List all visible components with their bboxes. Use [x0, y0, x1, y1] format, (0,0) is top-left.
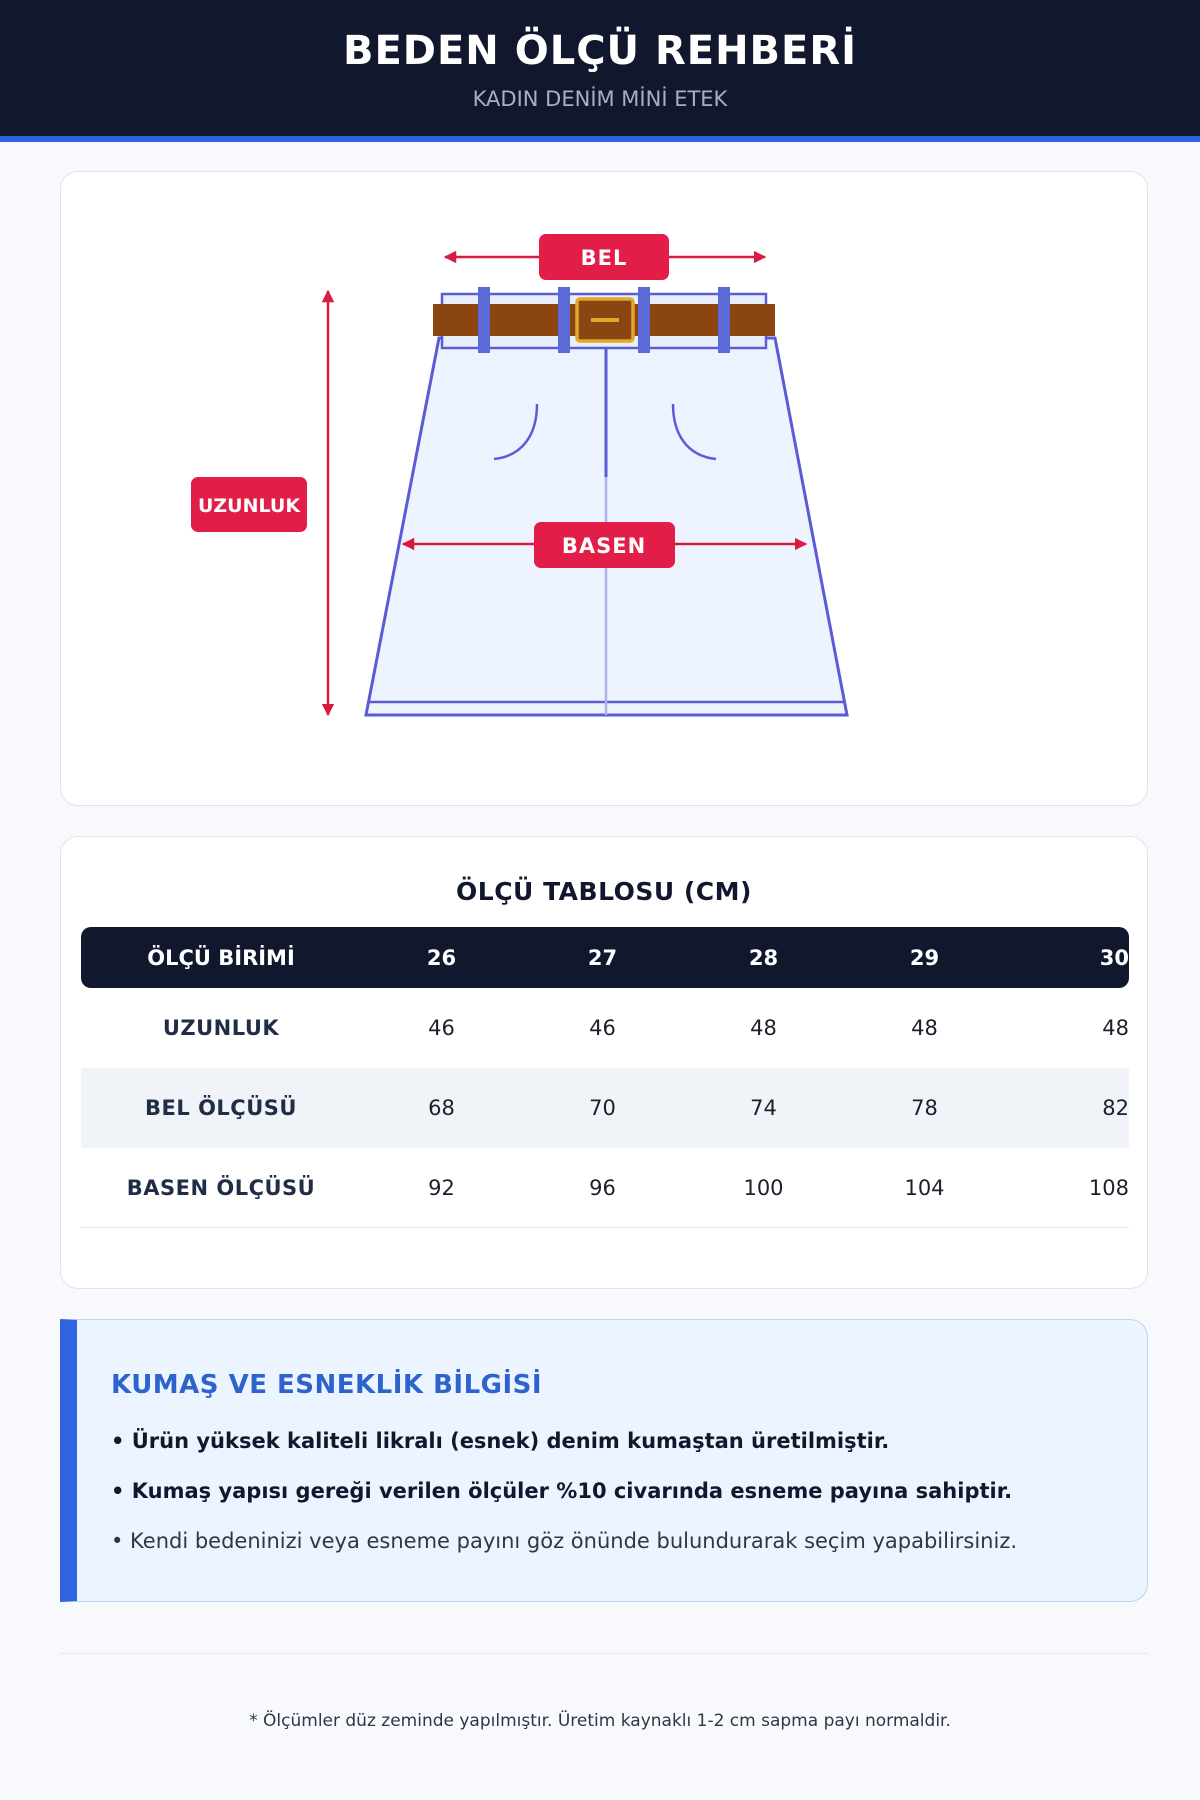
header-cell-size: 27	[587, 945, 618, 970]
table-row	[81, 1148, 1129, 1228]
table-cell: 100	[743, 1175, 784, 1200]
page-subtitle: KADIN DENİM MİNİ ETEK	[472, 87, 728, 111]
fabric-info-item: • Kumaş yapısı gereği verilen ölçüler %10 civarında esneme payına sahiptir.	[111, 1479, 1013, 1503]
hip-label: BASEN	[561, 534, 647, 558]
header-cell-size: 30	[1099, 945, 1129, 970]
fabric-info-item: • Kendi bedeninizi veya esneme payını göz önünde bulundurarak seçim yapabilirsiniz.	[111, 1529, 1018, 1553]
header-cell-size: 29	[909, 945, 940, 970]
belt-loop	[638, 287, 650, 353]
header-cell-unit: ÖLÇÜ BİRİMİ	[147, 945, 295, 970]
belt-loop	[558, 287, 570, 353]
belt-loop	[478, 287, 490, 353]
skirt-diagram-card	[60, 171, 1148, 806]
table-cell: 70	[589, 1096, 616, 1120]
table-cell: 46	[589, 1016, 616, 1040]
table-cell: 68	[428, 1096, 455, 1120]
table-row	[81, 1068, 1129, 1148]
waist-label: BEL	[580, 246, 628, 270]
fabric-info-item: • Ürün yüksek kaliteli likralı (esnek) denim kumaştan üretilmiştir.	[111, 1429, 890, 1453]
header-cell-size: 28	[748, 945, 779, 970]
belt-loop	[718, 287, 730, 353]
table-row	[81, 988, 1129, 1068]
size-table-title: ÖLÇÜ TABLOSU (CM)	[456, 877, 752, 906]
table-cell: 96	[589, 1175, 616, 1200]
table-cell: 82	[1102, 1096, 1129, 1120]
footer-divider	[60, 1653, 1148, 1654]
size-table-header	[81, 927, 1129, 988]
row-label: BASEN ÖLÇÜSÜ	[126, 1175, 316, 1200]
table-cell: 48	[1102, 1016, 1129, 1040]
table-cell: 92	[428, 1175, 455, 1200]
table-cell: 78	[911, 1096, 938, 1120]
size-table	[81, 927, 1129, 1228]
skirt-diagram	[61, 172, 1149, 807]
table-cell: 108	[1088, 1175, 1129, 1200]
page-header	[0, 0, 1200, 142]
row-label: BEL ÖLÇÜSÜ	[145, 1096, 297, 1120]
footer-note: * Ölçümler düz zeminde yapılmıştır. Üretim kaynaklı 1-2 cm sapma payı normaldir.	[249, 1711, 951, 1731]
table-cell: 74	[750, 1096, 777, 1120]
page-title: BEDEN ÖLÇÜ REHBERİ	[342, 28, 858, 74]
row-label: UZUNLUK	[162, 1016, 280, 1040]
size-table-card	[60, 836, 1148, 1289]
table-cell: 104	[904, 1175, 945, 1200]
table-cell: 46	[428, 1016, 455, 1040]
fabric-info-title: KUMAŞ VE ESNEKLİK BİLGİSİ	[111, 1370, 543, 1400]
length-label: UZUNLUK	[197, 495, 301, 517]
table-cell: 48	[911, 1016, 938, 1040]
fabric-info-box	[60, 1319, 1148, 1602]
header-cell-size: 26	[426, 945, 457, 970]
belt-buckle-prong	[591, 318, 619, 322]
table-cell: 48	[750, 1016, 777, 1040]
